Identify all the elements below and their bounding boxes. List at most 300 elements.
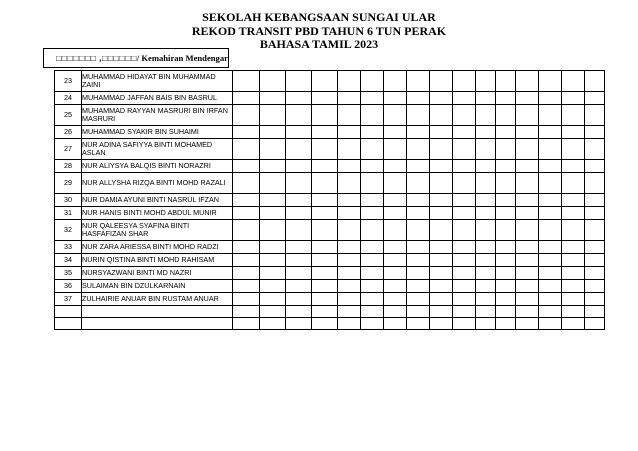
- empty-cell[interactable]: [55, 306, 82, 318]
- mark-cell[interactable]: [496, 105, 516, 126]
- mark-cell[interactable]: [233, 105, 260, 126]
- mark-cell[interactable]: [476, 139, 496, 160]
- mark-cell[interactable]: [407, 173, 430, 194]
- mark-cell[interactable]: [585, 105, 605, 126]
- mark-cell[interactable]: [476, 207, 496, 220]
- mark-cell[interactable]: [539, 194, 562, 207]
- mark-cell[interactable]: [286, 126, 312, 139]
- mark-cell[interactable]: [453, 280, 476, 293]
- mark-cell[interactable]: [260, 293, 286, 306]
- mark-cell[interactable]: [286, 293, 312, 306]
- mark-cell[interactable]: [233, 207, 260, 220]
- mark-cell[interactable]: [361, 160, 384, 173]
- mark-cell[interactable]: [407, 207, 430, 220]
- mark-cell[interactable]: [453, 267, 476, 280]
- mark-cell[interactable]: [312, 71, 338, 92]
- mark-cell[interactable]: [453, 126, 476, 139]
- empty-cell[interactable]: [338, 306, 361, 318]
- mark-cell[interactable]: [453, 71, 476, 92]
- mark-cell[interactable]: [312, 160, 338, 173]
- empty-cell[interactable]: [233, 306, 260, 318]
- mark-cell[interactable]: [562, 267, 585, 280]
- mark-cell[interactable]: [384, 92, 407, 105]
- mark-cell[interactable]: [338, 105, 361, 126]
- empty-cell[interactable]: [539, 306, 562, 318]
- mark-cell[interactable]: [476, 194, 496, 207]
- table-row: [55, 139, 605, 160]
- mark-cell[interactable]: [585, 254, 605, 267]
- mark-cell[interactable]: [286, 207, 312, 220]
- mark-cell[interactable]: [539, 254, 562, 267]
- student-name: NUR ALIYSYA BALQIS BINTI NORAZRI: [82, 160, 233, 173]
- mark-cell[interactable]: [361, 173, 384, 194]
- student-number: 29: [55, 173, 82, 194]
- empty-cell[interactable]: [539, 318, 562, 330]
- mark-cell[interactable]: [496, 254, 516, 267]
- mark-cell[interactable]: [384, 267, 407, 280]
- mark-cell[interactable]: [338, 267, 361, 280]
- mark-cell[interactable]: [496, 280, 516, 293]
- table-row: [55, 126, 605, 139]
- mark-cell[interactable]: [453, 194, 476, 207]
- mark-cell[interactable]: [516, 254, 539, 267]
- mark-cell[interactable]: [233, 241, 260, 254]
- mark-cell[interactable]: [562, 293, 585, 306]
- mark-cell[interactable]: [453, 139, 476, 160]
- student-number: 37: [55, 293, 82, 306]
- mark-cell[interactable]: [562, 160, 585, 173]
- mark-cell[interactable]: [516, 207, 539, 220]
- mark-cell[interactable]: [384, 241, 407, 254]
- mark-cell[interactable]: [585, 293, 605, 306]
- mark-cell[interactable]: [453, 160, 476, 173]
- mark-cell[interactable]: [361, 105, 384, 126]
- mark-cell[interactable]: [338, 220, 361, 241]
- mark-cell[interactable]: [476, 280, 496, 293]
- mark-cell[interactable]: [539, 293, 562, 306]
- mark-cell[interactable]: [384, 220, 407, 241]
- mark-cell[interactable]: [407, 220, 430, 241]
- mark-cell[interactable]: [476, 267, 496, 280]
- mark-cell[interactable]: [585, 220, 605, 241]
- mark-cell[interactable]: [562, 254, 585, 267]
- school-title: SEKOLAH KEBANGSAAN SUNGAI ULAR: [202, 10, 436, 24]
- mark-cell[interactable]: [233, 194, 260, 207]
- mark-cell[interactable]: [361, 139, 384, 160]
- mark-cell[interactable]: [361, 92, 384, 105]
- mark-cell[interactable]: [361, 241, 384, 254]
- empty-cell[interactable]: [82, 318, 233, 330]
- mark-cell[interactable]: [260, 160, 286, 173]
- mark-cell[interactable]: [496, 160, 516, 173]
- mark-cell[interactable]: [312, 194, 338, 207]
- mark-cell[interactable]: [453, 173, 476, 194]
- mark-cell[interactable]: [562, 139, 585, 160]
- empty-cell[interactable]: [516, 306, 539, 318]
- mark-cell[interactable]: [496, 267, 516, 280]
- mark-cell[interactable]: [585, 126, 605, 139]
- mark-cell[interactable]: [233, 254, 260, 267]
- mark-cell[interactable]: [430, 267, 453, 280]
- mark-cell[interactable]: [407, 194, 430, 207]
- mark-cell[interactable]: [233, 220, 260, 241]
- empty-cell[interactable]: [562, 318, 585, 330]
- table-row: [55, 160, 605, 173]
- mark-cell[interactable]: [384, 173, 407, 194]
- mark-cell[interactable]: [430, 241, 453, 254]
- mark-cell[interactable]: [516, 220, 539, 241]
- mark-cell[interactable]: [496, 92, 516, 105]
- student-name: SULAIMAN BIN DZULKARNAIN: [82, 280, 233, 293]
- mark-cell[interactable]: [585, 207, 605, 220]
- mark-cell[interactable]: [539, 207, 562, 220]
- subject-title: BAHASA TAMIL 2023: [259, 37, 379, 51]
- mark-cell[interactable]: [585, 267, 605, 280]
- mark-cell[interactable]: [430, 293, 453, 306]
- student-number: 30: [55, 194, 82, 207]
- mark-cell[interactable]: [430, 105, 453, 126]
- mark-cell[interactable]: [384, 126, 407, 139]
- empty-cell[interactable]: [562, 306, 585, 318]
- empty-cell[interactable]: [430, 306, 453, 318]
- empty-cell[interactable]: [361, 318, 384, 330]
- empty-cell[interactable]: [407, 306, 430, 318]
- mark-cell[interactable]: [476, 71, 496, 92]
- mark-cell[interactable]: [260, 71, 286, 92]
- mark-cell[interactable]: [539, 160, 562, 173]
- mark-cell[interactable]: [585, 139, 605, 160]
- mark-cell[interactable]: [361, 293, 384, 306]
- mark-cell[interactable]: [453, 105, 476, 126]
- mark-cell[interactable]: [286, 220, 312, 241]
- mark-cell[interactable]: [384, 280, 407, 293]
- mark-cell[interactable]: [539, 139, 562, 160]
- mark-cell[interactable]: [476, 293, 496, 306]
- mark-cell[interactable]: [453, 207, 476, 220]
- mark-cell[interactable]: [361, 280, 384, 293]
- mark-cell[interactable]: [260, 194, 286, 207]
- mark-cell[interactable]: [496, 241, 516, 254]
- empty-cell[interactable]: [453, 306, 476, 318]
- mark-cell[interactable]: [539, 126, 562, 139]
- mark-cell[interactable]: [233, 173, 260, 194]
- table-row: [55, 241, 605, 254]
- mark-cell[interactable]: [496, 126, 516, 139]
- mark-cell[interactable]: [562, 105, 585, 126]
- empty-cell[interactable]: [407, 318, 430, 330]
- mark-cell[interactable]: [585, 71, 605, 92]
- mark-cell[interactable]: [407, 71, 430, 92]
- mark-cell[interactable]: [312, 126, 338, 139]
- mark-cell[interactable]: [286, 280, 312, 293]
- mark-cell[interactable]: [260, 220, 286, 241]
- table-row: [55, 267, 605, 280]
- mark-cell[interactable]: [312, 267, 338, 280]
- skill-label: / Kemahiran Mendengar: [136, 53, 228, 63]
- mark-cell[interactable]: [562, 220, 585, 241]
- mark-cell[interactable]: [338, 241, 361, 254]
- empty-cell[interactable]: [233, 318, 260, 330]
- mark-cell[interactable]: [430, 220, 453, 241]
- mark-cell[interactable]: [361, 207, 384, 220]
- empty-cell[interactable]: [453, 318, 476, 330]
- empty-cell[interactable]: [476, 306, 496, 318]
- mark-cell[interactable]: [260, 92, 286, 105]
- mark-cell[interactable]: [384, 139, 407, 160]
- empty-cell[interactable]: [312, 318, 338, 330]
- empty-cell[interactable]: [516, 318, 539, 330]
- record-title: REKOD TRANSIT PBD TAHUN 6 TUN PERAK: [191, 24, 447, 38]
- mark-cell[interactable]: [453, 92, 476, 105]
- mark-cell[interactable]: [539, 220, 562, 241]
- mark-cell[interactable]: [562, 207, 585, 220]
- mark-cell[interactable]: [516, 92, 539, 105]
- mark-cell[interactable]: [430, 160, 453, 173]
- student-name: NURSYAZWANI BINTI MD NAZRI: [82, 267, 233, 280]
- mark-cell[interactable]: [338, 139, 361, 160]
- mark-cell[interactable]: [496, 293, 516, 306]
- mark-cell[interactable]: [286, 241, 312, 254]
- mark-cell[interactable]: [453, 220, 476, 241]
- mark-cell[interactable]: [430, 280, 453, 293]
- mark-cell[interactable]: [476, 126, 496, 139]
- mark-cell[interactable]: [286, 267, 312, 280]
- mark-cell[interactable]: [338, 126, 361, 139]
- student-name: MUHAMMAD SYAKIR BIN SUHAIMI: [82, 126, 233, 139]
- mark-cell[interactable]: [562, 92, 585, 105]
- mark-cell[interactable]: [516, 105, 539, 126]
- mark-cell[interactable]: [453, 254, 476, 267]
- mark-cell[interactable]: [407, 126, 430, 139]
- mark-cell[interactable]: [260, 173, 286, 194]
- mark-cell[interactable]: [453, 241, 476, 254]
- mark-cell[interactable]: [585, 160, 605, 173]
- mark-cell[interactable]: [407, 160, 430, 173]
- mark-cell[interactable]: [312, 280, 338, 293]
- student-number: 25: [55, 105, 82, 126]
- mark-cell[interactable]: [361, 254, 384, 267]
- mark-cell[interactable]: [585, 280, 605, 293]
- mark-cell[interactable]: [516, 173, 539, 194]
- mark-cell[interactable]: [585, 194, 605, 207]
- empty-cell[interactable]: [496, 318, 516, 330]
- mark-cell[interactable]: [312, 173, 338, 194]
- mark-cell[interactable]: [476, 105, 496, 126]
- mark-cell[interactable]: [338, 280, 361, 293]
- mark-cell[interactable]: [384, 254, 407, 267]
- mark-cell[interactable]: [407, 139, 430, 160]
- mark-cell[interactable]: [539, 105, 562, 126]
- mark-cell[interactable]: [407, 105, 430, 126]
- empty-cell[interactable]: [384, 306, 407, 318]
- empty-row: [55, 306, 605, 318]
- mark-cell[interactable]: [430, 194, 453, 207]
- mark-cell[interactable]: [361, 71, 384, 92]
- mark-cell[interactable]: [516, 139, 539, 160]
- mark-cell[interactable]: [338, 254, 361, 267]
- mark-cell[interactable]: [407, 280, 430, 293]
- mark-cell[interactable]: [407, 293, 430, 306]
- mark-cell[interactable]: [476, 241, 496, 254]
- empty-cell[interactable]: [286, 318, 312, 330]
- mark-cell[interactable]: [516, 194, 539, 207]
- mark-cell[interactable]: [361, 194, 384, 207]
- mark-cell[interactable]: [476, 173, 496, 194]
- mark-cell[interactable]: [476, 160, 496, 173]
- mark-cell[interactable]: [233, 280, 260, 293]
- empty-cell[interactable]: [338, 318, 361, 330]
- mark-cell[interactable]: [539, 92, 562, 105]
- mark-cell[interactable]: [286, 254, 312, 267]
- mark-cell[interactable]: [539, 241, 562, 254]
- mark-cell[interactable]: [562, 194, 585, 207]
- mark-cell[interactable]: [286, 139, 312, 160]
- mark-cell[interactable]: [233, 92, 260, 105]
- mark-cell[interactable]: [286, 92, 312, 105]
- empty-cell[interactable]: [496, 306, 516, 318]
- mark-cell[interactable]: [233, 267, 260, 280]
- mark-cell[interactable]: [384, 105, 407, 126]
- table-row: [55, 71, 605, 92]
- mark-cell[interactable]: [338, 92, 361, 105]
- mark-cell[interactable]: [338, 173, 361, 194]
- table-row: [55, 92, 605, 105]
- mark-cell[interactable]: [312, 92, 338, 105]
- mark-cell[interactable]: [312, 220, 338, 241]
- mark-cell[interactable]: [338, 293, 361, 306]
- mark-cell[interactable]: [430, 207, 453, 220]
- mark-cell[interactable]: [516, 71, 539, 92]
- skill-label-box: [43, 48, 229, 68]
- mark-cell[interactable]: [516, 126, 539, 139]
- mark-cell[interactable]: [384, 207, 407, 220]
- mark-cell[interactable]: [286, 173, 312, 194]
- empty-cell[interactable]: [585, 318, 605, 330]
- mark-cell[interactable]: [260, 254, 286, 267]
- mark-cell[interactable]: [286, 194, 312, 207]
- mark-cell[interactable]: [286, 71, 312, 92]
- mark-cell[interactable]: [260, 105, 286, 126]
- table-row: [55, 194, 605, 207]
- mark-cell[interactable]: [585, 173, 605, 194]
- mark-cell[interactable]: [539, 280, 562, 293]
- mark-cell[interactable]: [361, 126, 384, 139]
- empty-cell[interactable]: [82, 306, 233, 318]
- mark-cell[interactable]: [312, 105, 338, 126]
- mark-cell[interactable]: [260, 139, 286, 160]
- mark-cell[interactable]: [562, 126, 585, 139]
- mark-cell[interactable]: [338, 71, 361, 92]
- mark-cell[interactable]: [338, 194, 361, 207]
- empty-cell[interactable]: [286, 306, 312, 318]
- empty-cell[interactable]: [476, 318, 496, 330]
- empty-cell[interactable]: [430, 318, 453, 330]
- mark-cell[interactable]: [384, 71, 407, 92]
- mark-cell[interactable]: [407, 92, 430, 105]
- mark-cell[interactable]: [562, 280, 585, 293]
- mark-cell[interactable]: [407, 254, 430, 267]
- mark-cell[interactable]: [286, 160, 312, 173]
- student-name: NUR DAMIA AYUNI BINTI NASRUL IFZAN: [82, 194, 233, 207]
- mark-cell[interactable]: [384, 293, 407, 306]
- mark-cell[interactable]: [233, 126, 260, 139]
- mark-cell[interactable]: [338, 207, 361, 220]
- empty-cell[interactable]: [585, 306, 605, 318]
- mark-cell[interactable]: [312, 254, 338, 267]
- mark-cell[interactable]: [516, 241, 539, 254]
- mark-cell[interactable]: [430, 126, 453, 139]
- empty-cell[interactable]: [384, 318, 407, 330]
- mark-cell[interactable]: [260, 280, 286, 293]
- mark-cell[interactable]: [496, 207, 516, 220]
- mark-cell[interactable]: [430, 139, 453, 160]
- mark-cell[interactable]: [361, 267, 384, 280]
- empty-cell[interactable]: [260, 318, 286, 330]
- mark-cell[interactable]: [539, 173, 562, 194]
- mark-cell[interactable]: [233, 160, 260, 173]
- mark-cell[interactable]: [260, 267, 286, 280]
- mark-cell[interactable]: [496, 194, 516, 207]
- mark-cell[interactable]: [516, 280, 539, 293]
- empty-cell[interactable]: [55, 318, 82, 330]
- mark-cell[interactable]: [496, 139, 516, 160]
- mark-cell[interactable]: [407, 267, 430, 280]
- mark-cell[interactable]: [585, 241, 605, 254]
- empty-cell[interactable]: [260, 306, 286, 318]
- mark-cell[interactable]: [496, 71, 516, 92]
- mark-cell[interactable]: [562, 173, 585, 194]
- empty-cell[interactable]: [361, 306, 384, 318]
- mark-cell[interactable]: [384, 160, 407, 173]
- mark-cell[interactable]: [260, 207, 286, 220]
- mark-cell[interactable]: [312, 139, 338, 160]
- mark-cell[interactable]: [286, 105, 312, 126]
- student-number: 33: [55, 241, 82, 254]
- mark-cell[interactable]: [312, 241, 338, 254]
- mark-cell[interactable]: [384, 194, 407, 207]
- mark-cell[interactable]: [312, 293, 338, 306]
- mark-cell[interactable]: [312, 207, 338, 220]
- mark-cell[interactable]: [430, 92, 453, 105]
- mark-cell[interactable]: [338, 160, 361, 173]
- mark-cell[interactable]: [233, 71, 260, 92]
- mark-cell[interactable]: [496, 220, 516, 241]
- mark-cell[interactable]: [585, 92, 605, 105]
- mark-cell[interactable]: [516, 293, 539, 306]
- mark-cell[interactable]: [260, 126, 286, 139]
- mark-cell[interactable]: [476, 92, 496, 105]
- mark-cell[interactable]: [233, 139, 260, 160]
- mark-cell[interactable]: [407, 241, 430, 254]
- mark-cell[interactable]: [476, 220, 496, 241]
- mark-cell[interactable]: [476, 254, 496, 267]
- mark-cell[interactable]: [260, 241, 286, 254]
- mark-cell[interactable]: [430, 71, 453, 92]
- mark-cell[interactable]: [361, 220, 384, 241]
- mark-cell[interactable]: [430, 173, 453, 194]
- mark-cell[interactable]: [516, 160, 539, 173]
- mark-cell[interactable]: [539, 71, 562, 92]
- mark-cell[interactable]: [516, 267, 539, 280]
- mark-cell[interactable]: [539, 267, 562, 280]
- mark-cell[interactable]: [496, 173, 516, 194]
- mark-cell[interactable]: [562, 71, 585, 92]
- mark-cell[interactable]: [453, 293, 476, 306]
- mark-cell[interactable]: [233, 293, 260, 306]
- empty-cell[interactable]: [312, 306, 338, 318]
- mark-cell[interactable]: [562, 241, 585, 254]
- mark-cell[interactable]: [430, 254, 453, 267]
